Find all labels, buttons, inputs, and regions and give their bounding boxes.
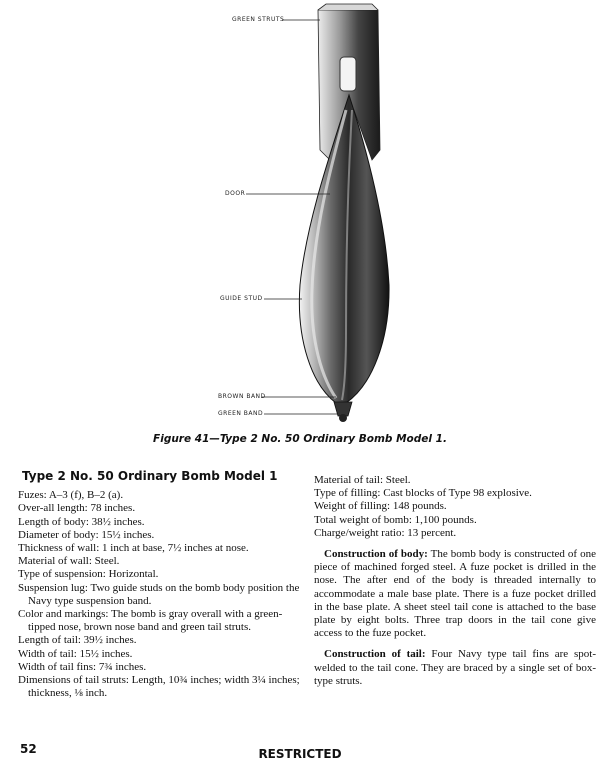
spec-line: Weight of filling: 148 pounds. <box>314 500 447 513</box>
spec-line: Type of suspension: Horizontal. <box>18 568 159 581</box>
spec-line: Length of body: 38½ inches. <box>18 515 145 528</box>
spec-line: Width of tail fins: 7¾ inches. <box>18 660 147 673</box>
construction-tail-text: Four Navy type tail fins are spot-welded to the tail cone. They are braced by a single set of box-type struts. <box>314 648 596 687</box>
spec-line: Length of tail: 39½ inches. <box>18 634 137 647</box>
construction-tail-heading: Construction of tail: <box>324 648 426 661</box>
callout-brown-band: BROWN BAND <box>218 393 266 400</box>
construction-tail-paragraph <box>314 648 596 688</box>
construction-body-heading: Construction of body: <box>324 548 428 561</box>
nose-fuze <box>339 414 347 422</box>
spec-line: Diameter of body: 15½ inches. <box>18 528 155 541</box>
right-column <box>314 474 596 688</box>
left-column <box>18 470 303 700</box>
footer-classification: RESTRICTED <box>258 747 342 761</box>
spec-line: Width of tail: 15½ inches. <box>18 647 133 660</box>
spec-line: Total weight of bomb: 1,100 pounds. <box>314 513 477 526</box>
spec-line: Type of filling: Cast blocks of Type 98 explosive. <box>314 487 532 500</box>
spec-line: Over-all length: 78 inches. <box>18 502 136 515</box>
spec-line: Material of wall: Steel. <box>18 555 120 568</box>
spec-line: Fuzes: A–3 (f), B–2 (a). <box>18 489 124 502</box>
callout-guide-stud: GUIDE STUD <box>220 295 263 302</box>
callout-green-band: GREEN BAND <box>218 410 264 417</box>
spec-line: Thickness of wall: 1 inch at base, 7½ inches at nose. <box>18 542 249 555</box>
section-title: Type 2 No. 50 Ordinary Bomb Model 1 <box>22 469 278 483</box>
construction-body-text: The bomb body is constructed of one piece of machined forged steel. A fuze pocket is drilled in the nose. The after end of the body is threaded internally to accommodate a male base plate. There is a fuze pocket drilled in the base plate. A sheet steel tail cone is attached to the base plate by eight bolts. Three trap doors in the tail cone give access to the fuze pocket. <box>314 548 596 640</box>
page-number: 52 <box>20 742 37 756</box>
callout-green-struts: GREEN STRUTS <box>232 16 285 23</box>
spec-line: Charge/weight ratio: 13 percent. <box>314 526 457 539</box>
spec-line: Material of tail: Steel. <box>314 474 411 486</box>
spec-line: Suspension lug: Two guide studs on the bomb body position the Navy type suspension band. <box>18 581 300 607</box>
spec-line: Color and markings: The bomb is gray overall with a green-tipped nose, brown nose band and green tail struts. <box>18 608 283 634</box>
trap-door <box>340 57 356 91</box>
construction-body-paragraph <box>314 548 596 640</box>
callout-door: DOOR <box>225 190 246 197</box>
spec-line: Dimensions of tail struts: Length, 10¾ inches; width 3¼ inches; thickness, ⅛ inch. <box>18 674 300 700</box>
figure-caption: Figure 41—Type 2 No. 50 Ordinary Bomb Model 1. <box>153 433 447 445</box>
